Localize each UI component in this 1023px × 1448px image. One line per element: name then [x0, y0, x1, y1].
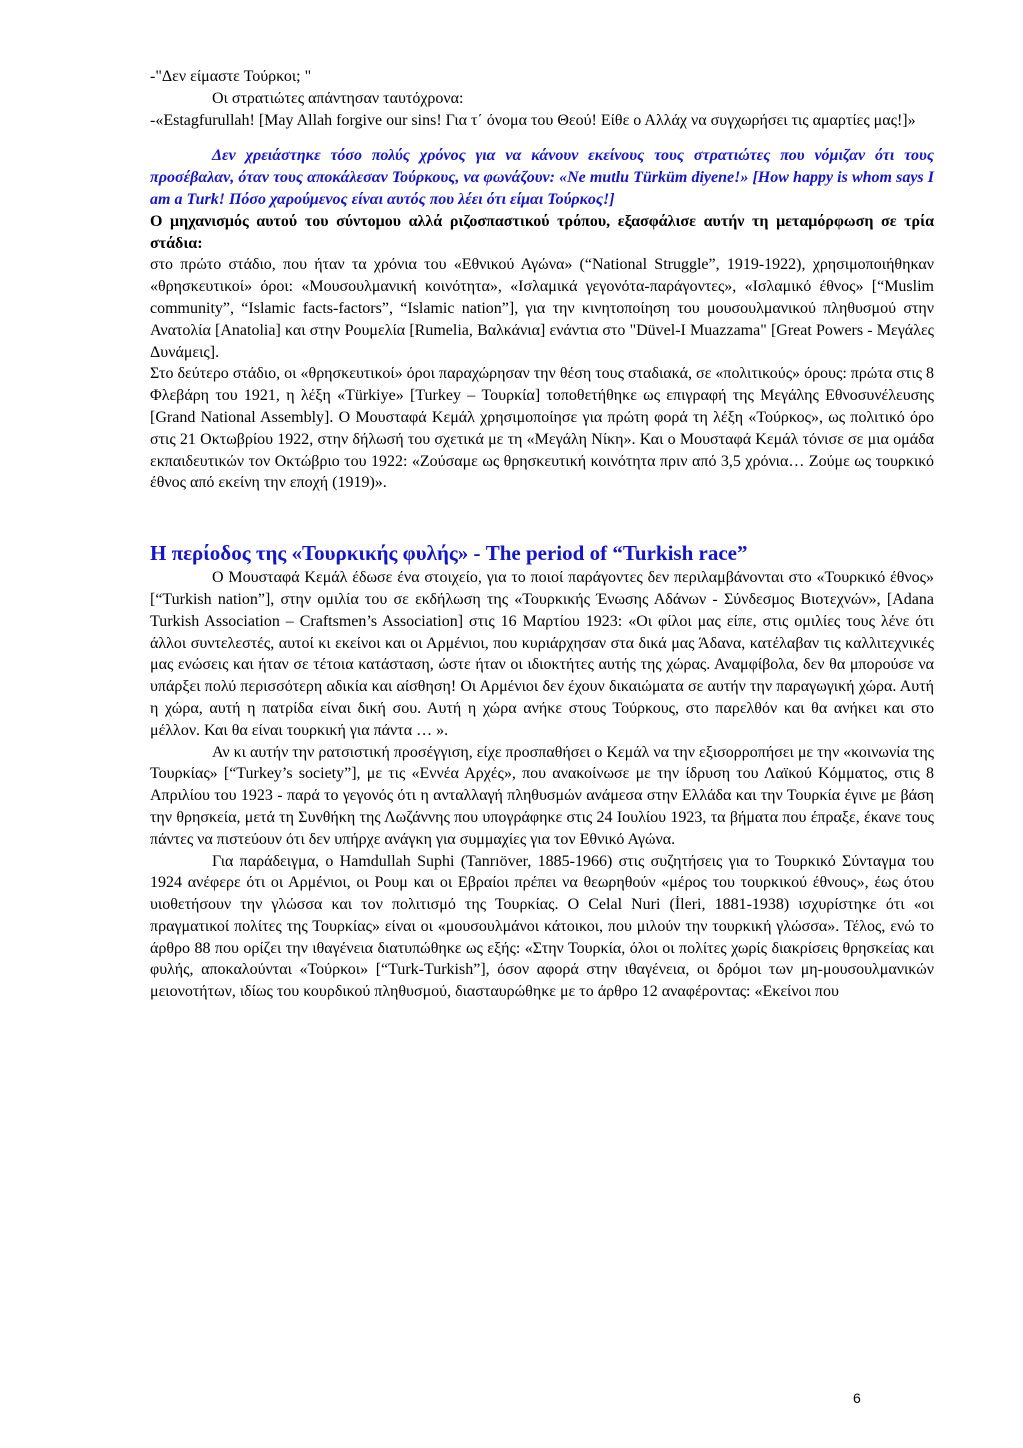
body-paragraph-stage-2: Στο δεύτερο στάδιο, οι «θρησκευτικοί» όροι παραχώρησαν την θέση τους σταδιακά, σε «πολιτικούς» όρους: πρώτα στις 8 Φλεβάρη του 1921, η λέξη «Türkiye» [Turkey – Τουρκία] τοποθετήθηκε ως επιγραφή της Μεγάλης Εθνοσυνέλευσης [Grand National Assembly]. Ο Μουσταφά Κεμάλ χρησιμοποίησε για πρώτη φορά τη λέξη «Τούρκος», ως πολιτικό όρο στις 21 Οκτωβρίου 1922, στην δήλωσή του σχετικά με τη «Μεγάλη Νίκη». Και ο Μουσταφά Κεμάλ τόνισε σε μια ομάδα εκπαιδευτικών τον Οκτώβριο του 1922: «Ζούσαμε ως θρησκευτική κοινότητα πριν από 3,5 χρόνια… Ζούμε ως τουρκικό έθνος από εκείνη την εποχή (1919)».: [150, 365, 934, 492]
body-paragraph-stage-1: στο πρώτο στάδιο, που ήταν τα χρόνια του «Εθνικού Αγώνα» (“National Struggle”, 1919-1922), χρησιμοποιήθηκαν «θρησκευτικοί» όροι: «Μουσουλμανική κοινότητα», «Ισλαμικά γεγονότα-παράγοντες», «Ισλαμικό έθνος» [“Muslim community”, “Islamic facts-factors”, “Islamic nation”], για την κινητοποίηση του μουσουλμανικού πληθυσμού στην Ανατολία [Anatolia] και στην Ρουμελία [Rumelia, Βαλκάνια] ενάντια στο "Düvel-I Muazzama" [Great Powers - Μεγάλες Δυνάμεις].: [150, 256, 934, 361]
spacer: [150, 494, 934, 539]
quote-line-3: -«Estagfurullah! [May Allah forgive our sins! Για τ΄ όνομα του Θεού! Είθε ο Αλλάχ να συγχωρήσει τις αμαρτίες μας!]»: [150, 111, 916, 129]
section-heading: Η περίοδος της «Τουρκικής φυλής» - The period of “Turkish race”: [150, 541, 748, 566]
page-number: 6: [853, 1390, 861, 1406]
quote-line-1: -"Δεν είμαστε Τούρκοι; ": [150, 68, 312, 85]
quote-line-2: Οι στρατιώτες απάντησαν ταυτόχρονα:: [212, 89, 464, 107]
document-page: [150, 66, 934, 1003]
section-paragraph-3: Για παράδειγμα, ο Hamdullah Suphi (Tanrıöver, 1885-1966) στις συζητήσεις για το Τουρκικό Σύνταγμα του 1924 ανέφερε ότι οι Αρμένιοι, οι Ρουμ και οι Εβραίοι πρέπει να θεωρηθούν «μέρος του τουρκικού έθνους», έως ότου υιοθετήσουν την γλώσσα και τον πολιτισμό της Τουρκίας. Ο Celal Nuri (İleri, 1881-1938) ισχυρίστηκε ότι «οι πραγματικοί πολίτες της Τουρκίας» είναι οι «μουσουλμάνοι κάτοικοι, που μιλούν την τουρκική γλώσσα». Τέλος, ενώ το άρθρο 88 που ορίζει την ιθαγένεια διατυπώθηκε ως εξής: «Στην Τουρκία, όλοι οι πολίτες χωρίς διακρίσεις θρησκείας και φυλής, αποκαλούνται «Τούρκοι» [“Turk-Turkish”], όσον αφορά στην ιθαγένεια, οι δρόμοι των μη-μουσουλμανικών μειονοτήτων, ιδίως του κουρδικού πληθυσμού, διασταυρώθηκε με το άρθρο 12 αναφέροντας: «Εκείνοι που: [150, 852, 934, 1001]
bold-paragraph: Ο μηχανισμός αυτού του σύντομου αλλά ριζοσπαστικού τρόπου, εξασφάλισε αυτήν τη μεταμόρφωση σε τρία στάδια:: [150, 212, 934, 252]
section-paragraph-1: Ο Μουσταφά Κεμάλ έδωσε ένα στοιχείο, για το ποιοί παράγοντες δεν περιλαμβάνονται στο «Τουρκικό έθνος» [“Turkish nation”], στην ομιλία του σε εκδήλωση της «Τουρκικής Ένωσης Αδάνων - Σύνδεσμος Βιοτεχνών», [Adana Turkish Association – Craftsmen’s Association] στις 16 Μαρτίου 1923: «Οι φίλοι μας είπε, στις ομιλίες τους λένε ότι άλλοι συντελεστές, αυτοί κι εκείνοι και οι Αρμένιοι, που κυριάρχησαν στα δικά μας Άδανα, κατέλαβαν τις καλλιτεχνικές μας ενώσεις και ήταν σε τέτοια κατάσταση, ώστε ήταν οι ιδιοκτήτες αυτής της χώρας. Αναμφίβολα, δεν θα μπορούσε να υπάρξει πολύ περισσότερη αδικία και αίσθηση! Οι Αρμένιοι δεν έχουν δικαιώματα σε αυτήν την παραγωγική χώρα. Αυτή η χώρα, αυτή η πατρίδα είναι δική σου. Αυτή η χώρα ανήκε στους Τούρκους, στο παρελθόν και θα ανήκει και στο μέλλον. Και θα είναι τουρκική για πάντα … ».: [150, 569, 934, 739]
spacer: [150, 131, 934, 145]
section-paragraph-2: Αν κι αυτήν την ρατσιστική προσέγγιση, είχε προσπαθήσει ο Κεμάλ να την εξισορροπήσει με την «κοινωνία της Τουρκίας» [“Turkey’s society”], με τις «Εννέα Αρχές», που ανακοίνωσε με την ίδρυση του Λαϊκού Κόμματος, στις 8 Απριλίου του 1923 - παρά το γεγονός ότι η ανταλλαγή πληθυσμών ανάμεσα στην Ελλάδα και την Τουρκία έγινε με βάση την θρησκεία, μετά τη Συνθήκη της Λωζάννης που υπογράφηκε στις 24 Ιουλίου 1923, τα βήματα που έπραξε, έκανε τους πάντες να πιστεύουν ότι δεν υπήρχε ανάγκη για συμμαχίες για τον Εθνικό Αγώνα.: [150, 743, 935, 848]
emphasis-paragraph: Δεν χρειάστηκε τόσο πολύς χρόνος για να κάνουν εκείνους τους στρατιώτες που νόμιζαν ότι τους προσέβαλαν, όταν τους αποκάλεσαν Τούρκους, να φωνάζουν: «Ne mutlu Türküm diyene!» [How happy is whom says I am a Turk! Πόσο χαρούμενος είναι αυτός που λέει ότι είμαι Τούρκος!]: [150, 147, 934, 208]
